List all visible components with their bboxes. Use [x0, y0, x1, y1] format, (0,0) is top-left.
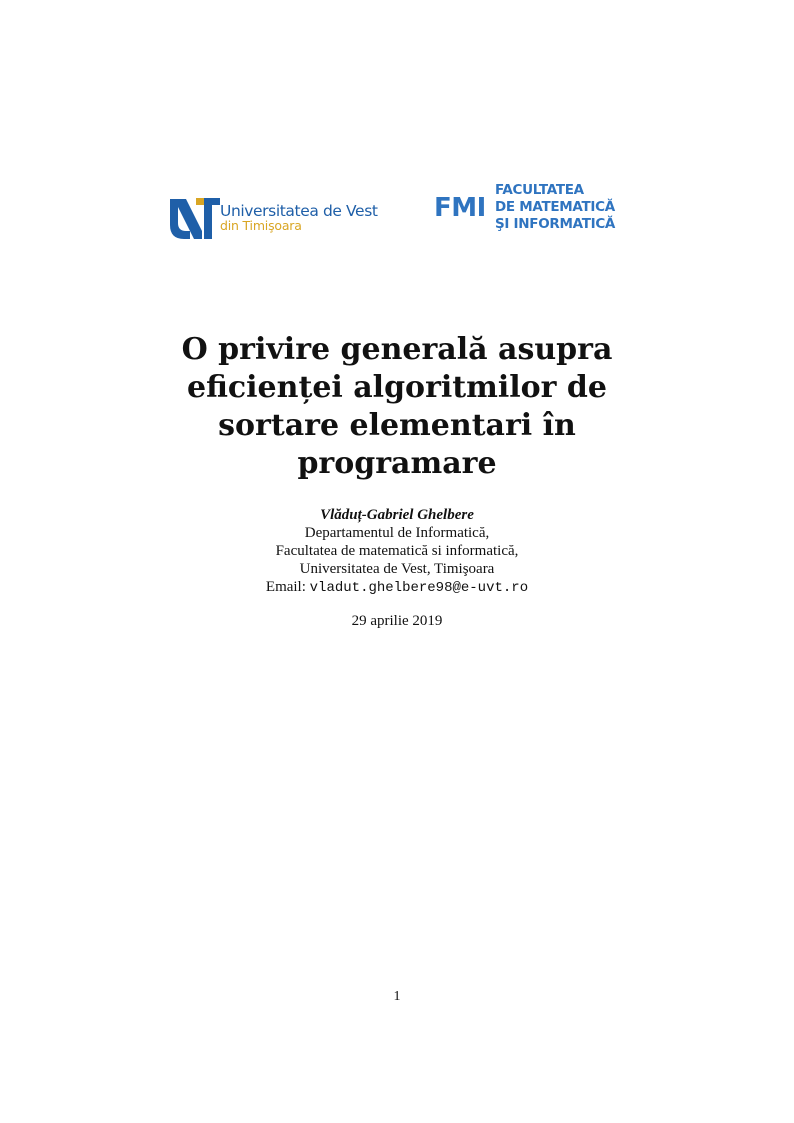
uvt-logo-text	[220, 203, 378, 232]
author-name: Vlăduț-Gabriel Ghelbere	[320, 507, 474, 523]
email-address: vladut.ghelbere98@e-uvt.ro	[309, 580, 529, 596]
uvt-emblem-icon	[168, 195, 220, 239]
fmi-line-1: FACULTATEA	[495, 182, 584, 198]
affiliation-department: Departamentul de Informatică,	[304, 525, 490, 541]
fmi-line-2: DE MATEMATICĂ	[495, 199, 615, 215]
title-line-3: sortare elementari în	[218, 408, 576, 443]
email-label: Email:	[265, 579, 310, 595]
document-date: 29 aprilie 2019	[351, 613, 443, 629]
author-block	[120, 506, 674, 597]
title-line-2: eficienței algoritmilor de	[187, 370, 607, 405]
affiliation-university: Universitatea de Vest, Timişoara	[299, 561, 495, 577]
affiliation-faculty: Facultatea de matematică si informatică,	[275, 543, 519, 559]
title-line-4: programare	[297, 446, 497, 481]
email-line	[120, 578, 674, 597]
uvt-logo-line1: Universitatea de Vest	[220, 202, 378, 220]
fmi-logo-text	[495, 182, 615, 233]
fmi-line-3: ŞI INFORMATICĂ	[495, 216, 616, 232]
fmi-abbrev: FMI	[434, 193, 486, 223]
uvt-logo	[168, 192, 378, 240]
page-number: 1	[393, 989, 401, 1004]
fmi-logo	[434, 182, 624, 238]
title-line-1: O privire generală asupra	[181, 332, 613, 367]
uvt-logo-line2: din Timişoara	[220, 218, 302, 233]
document-title	[120, 331, 674, 483]
